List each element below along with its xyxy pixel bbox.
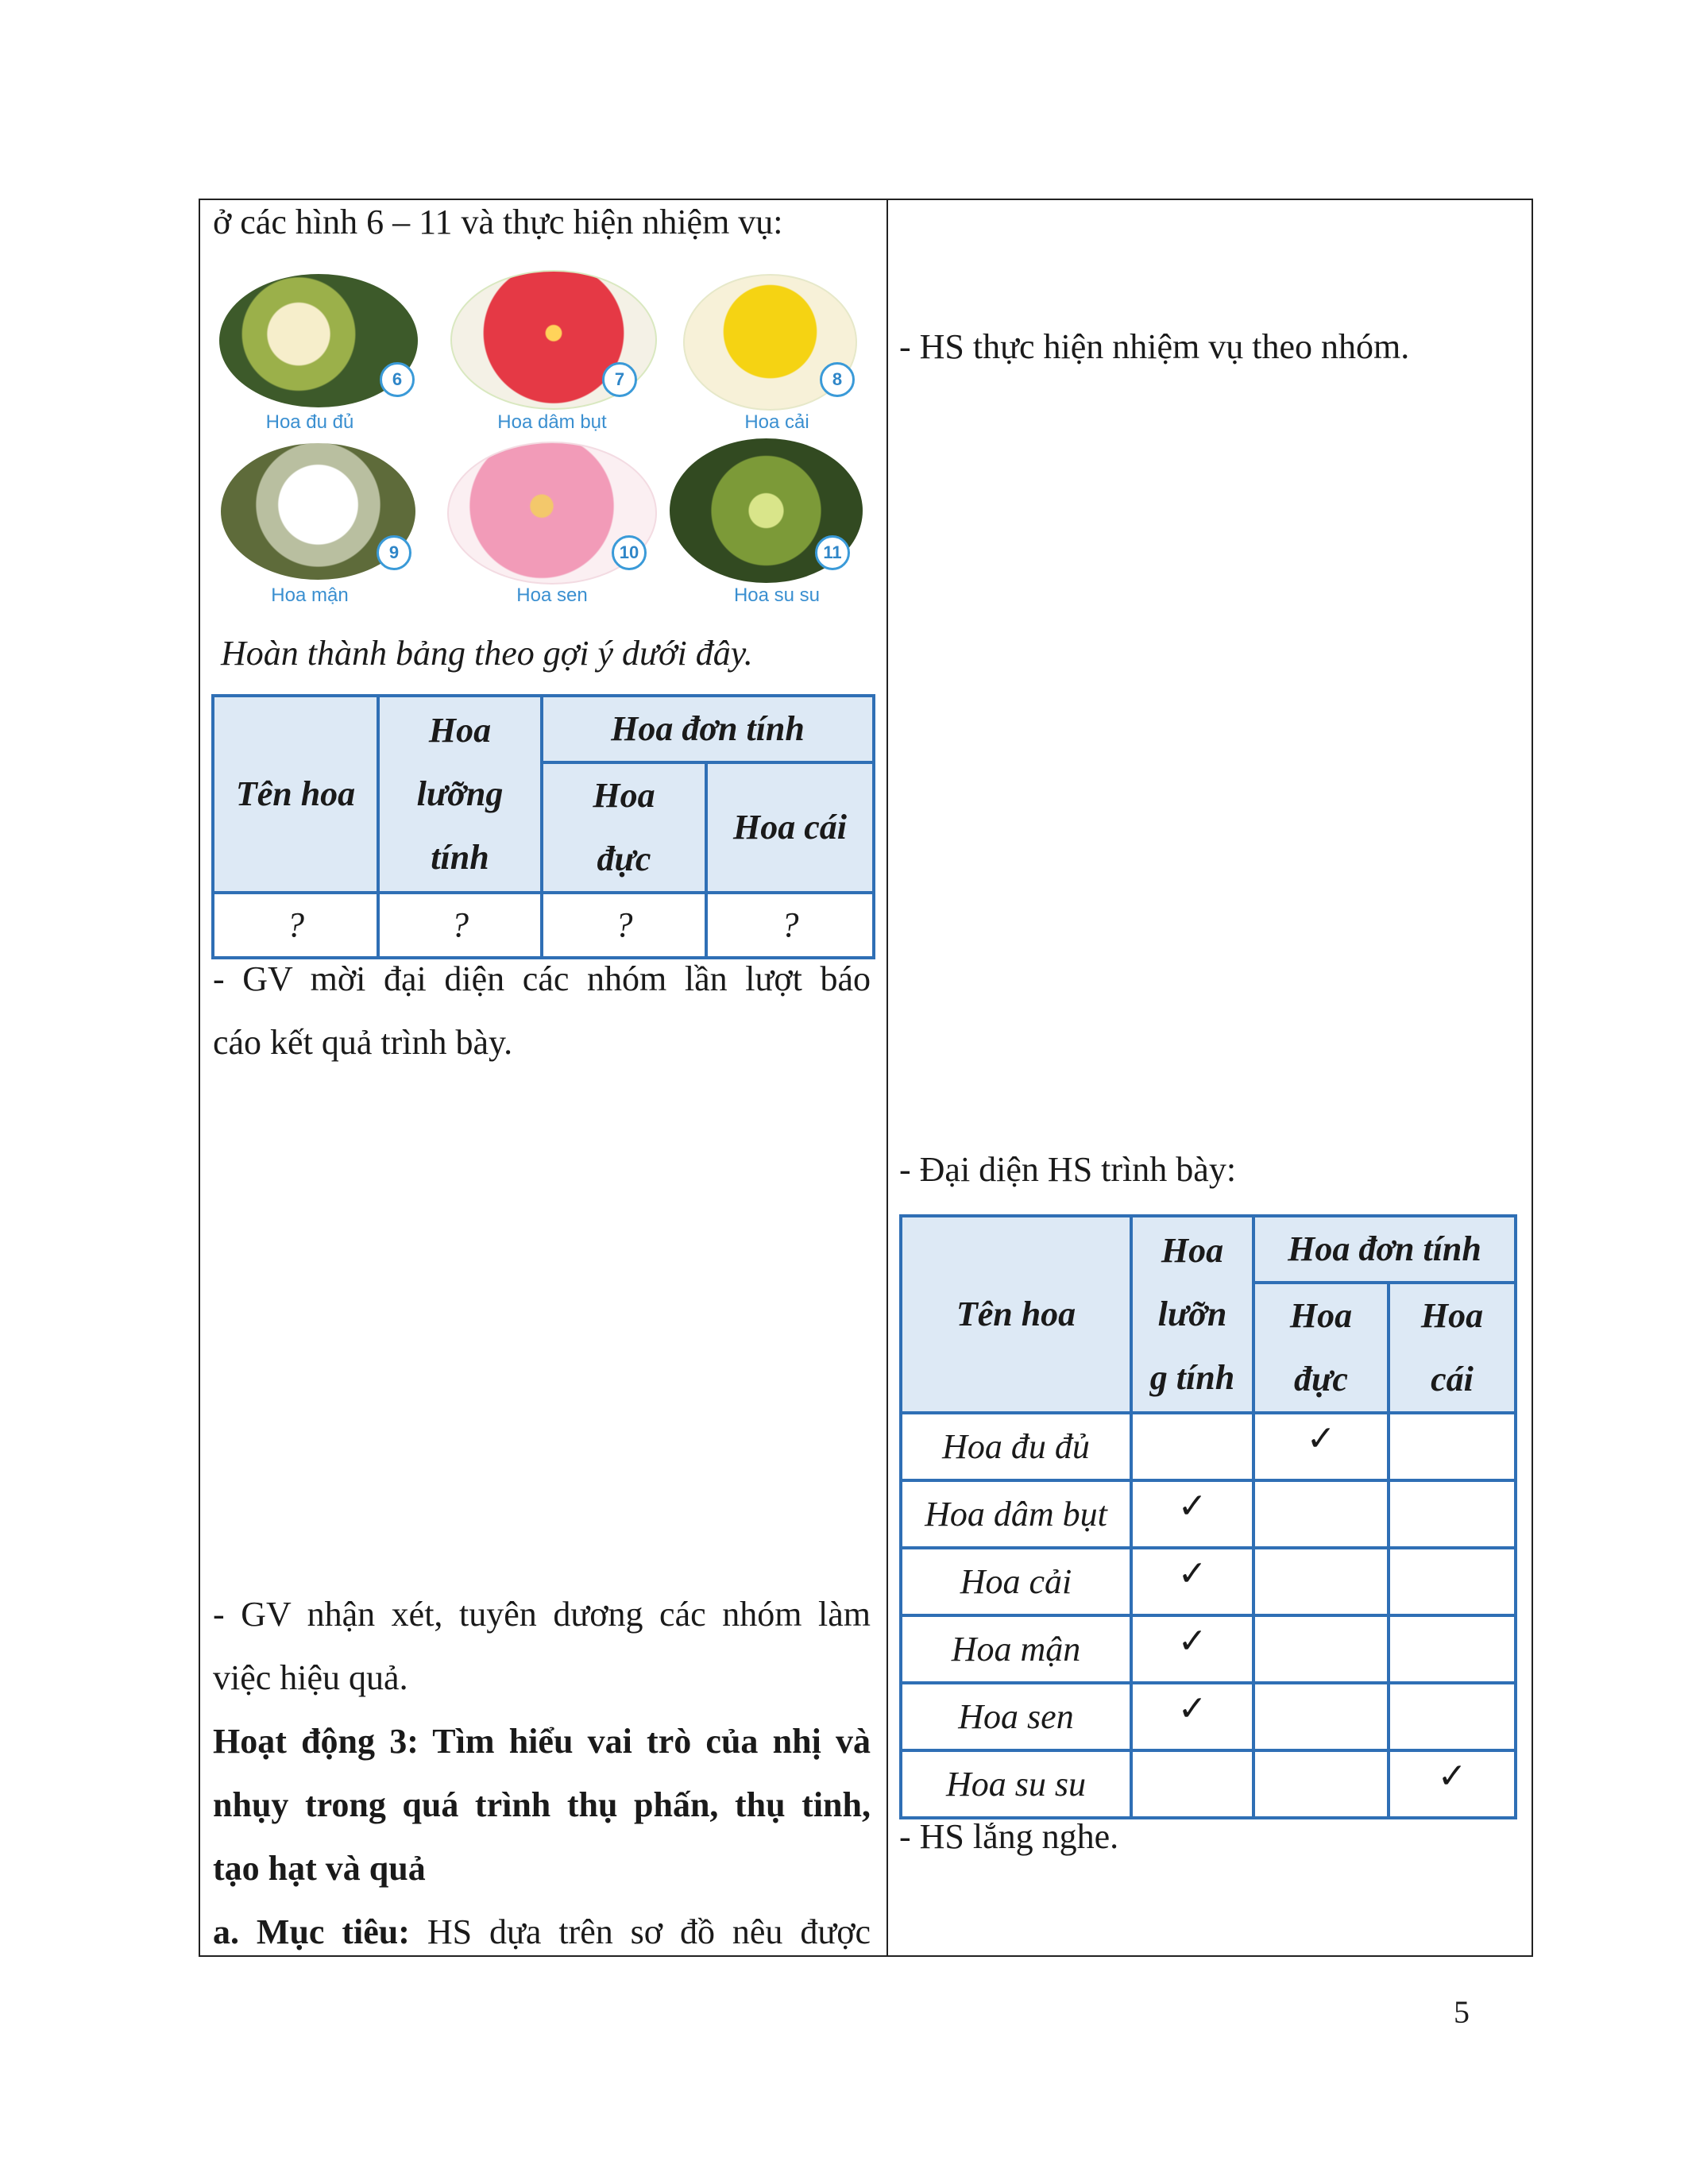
header-male: Hoa đực xyxy=(542,762,706,893)
activity-heading-line-1: Hoạt động 3: Tìm hiểu vai trò của nhị và xyxy=(213,1722,871,1761)
table-cell: ? xyxy=(213,893,378,958)
gv-invite-line-1: - GV mời đại diện các nhóm lần lượt báo xyxy=(213,959,871,998)
check-icon: ✓ xyxy=(1177,1486,1207,1526)
female-cell xyxy=(1389,1683,1516,1750)
figure-badge-11: 11 xyxy=(815,535,850,570)
bisexual-cell xyxy=(1131,1750,1253,1818)
figure-badge-8: 8 xyxy=(820,362,855,397)
figure-caption-9: Hoa mận xyxy=(271,585,349,606)
figure-caption-6: Hoa đu đủ xyxy=(265,411,354,433)
flower-name-cell: Hoa su su xyxy=(901,1750,1131,1818)
flower-name-cell: Hoa mận xyxy=(901,1615,1131,1683)
bisexual-cell xyxy=(1131,1548,1253,1615)
check-icon: ✓ xyxy=(1177,1553,1207,1593)
figure-caption-7: Hoa dâm bụt xyxy=(497,411,607,433)
male-cell xyxy=(1253,1413,1389,1480)
table-cell: ? xyxy=(378,893,542,958)
flower-name-cell: Hoa đu đủ xyxy=(901,1413,1131,1480)
header-flower-name: Tên hoa xyxy=(901,1216,1131,1413)
male-cell xyxy=(1253,1615,1389,1683)
figure-badge-7: 7 xyxy=(602,362,637,397)
gv-comment-line-1: - GV nhận xét, tuyên dương các nhóm làm xyxy=(213,1595,871,1634)
result-table xyxy=(899,1214,1517,1819)
check-icon: ✓ xyxy=(1437,1756,1467,1796)
header-male: Hoa đực xyxy=(1253,1283,1389,1413)
instruction-text: Hoàn thành bảng theo gợi ý dưới đây. xyxy=(221,634,753,673)
gv-invite-line-2: cáo kết quả trình bày. xyxy=(213,1023,513,1062)
header-bisexual: Hoa lưỡn g tính xyxy=(1131,1216,1253,1413)
male-cell xyxy=(1253,1548,1389,1615)
goal-text: HS dựa trên sơ đồ nêu được xyxy=(409,1912,871,1951)
figure-caption-8: Hoa cải xyxy=(744,411,809,433)
activity-heading-line-2: nhụy trong quá trình thụ phấn, thụ tinh, xyxy=(213,1785,871,1824)
header-unisexual: Hoa đơn tính xyxy=(1253,1216,1516,1283)
flower-name-cell: Hoa sen xyxy=(901,1683,1131,1750)
table-row xyxy=(901,1413,1516,1480)
female-cell xyxy=(1389,1548,1516,1615)
flower-name-cell: Hoa dâm bụt xyxy=(901,1480,1131,1548)
header-bisexual: Hoa lưỡng tính xyxy=(378,696,542,893)
header-unisexual: Hoa đơn tính xyxy=(542,696,874,762)
figure-caption-10: Hoa sen xyxy=(516,585,588,606)
table-row xyxy=(901,1480,1516,1548)
bisexual-cell xyxy=(1131,1480,1253,1548)
goal-label: a. Mục tiêu: xyxy=(213,1912,410,1951)
table-cell: ? xyxy=(542,893,706,958)
activity-heading-line-3: tạo hạt và quả xyxy=(213,1849,426,1888)
table-row xyxy=(901,1548,1516,1615)
table-row xyxy=(901,1615,1516,1683)
check-icon: ✓ xyxy=(1177,1621,1207,1661)
female-cell xyxy=(1389,1480,1516,1548)
task-table xyxy=(211,694,875,959)
female-cell xyxy=(1389,1615,1516,1683)
gv-comment-line-2: việc hiệu quả. xyxy=(213,1658,408,1697)
page-number: 5 xyxy=(1454,1994,1470,2030)
header-female: Hoa cái xyxy=(706,762,874,893)
male-cell xyxy=(1253,1480,1389,1548)
column-divider xyxy=(886,199,888,1957)
male-cell xyxy=(1253,1683,1389,1750)
female-cell xyxy=(1389,1750,1516,1818)
figure-badge-9: 9 xyxy=(377,535,411,570)
bisexual-cell xyxy=(1131,1615,1253,1683)
flower-name-cell: Hoa cải xyxy=(901,1548,1131,1615)
hs-listen-text: - HS lắng nghe. xyxy=(899,1817,1119,1856)
figure-caption-11: Hoa su su xyxy=(733,585,821,606)
check-icon: ✓ xyxy=(1306,1418,1336,1458)
hs-task-text: - HS thực hiện nhiệm vụ theo nhóm. xyxy=(899,327,1410,366)
header-flower-name: Tên hoa xyxy=(213,696,378,893)
bisexual-cell xyxy=(1131,1413,1253,1480)
female-cell xyxy=(1389,1413,1516,1480)
hs-present-text: - Đại diện HS trình bày: xyxy=(899,1150,1237,1189)
intro-text: ở các hình 6 – 11 và thực hiện nhiệm vụ: xyxy=(213,203,783,241)
table-row xyxy=(901,1683,1516,1750)
bisexual-cell xyxy=(1131,1683,1253,1750)
male-cell xyxy=(1253,1750,1389,1818)
figure-badge-10: 10 xyxy=(612,535,647,570)
check-icon: ✓ xyxy=(1177,1688,1207,1728)
table-cell: ? xyxy=(706,893,874,958)
goal-line xyxy=(213,1900,871,1954)
figure-badge-6: 6 xyxy=(380,362,415,397)
header-female: Hoa cái xyxy=(1389,1283,1516,1413)
